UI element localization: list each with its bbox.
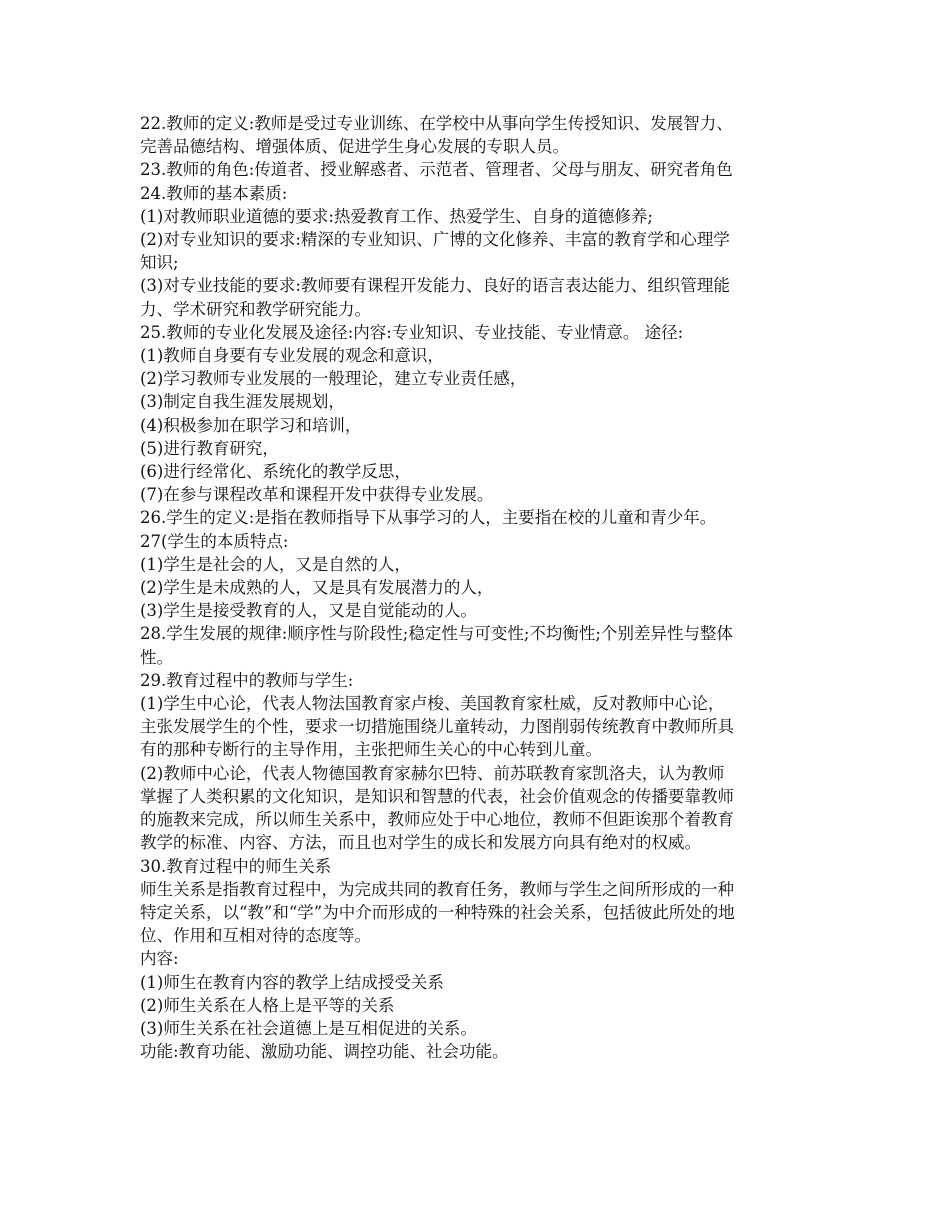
text-line: (1)学生是社会的人，又是自然的人，	[140, 554, 411, 574]
text-line: 的施教来完成，所以师生关系中，教师应处于中心地位，教师不但距诶那个着教育	[140, 810, 734, 830]
text-line: (2)对专业知识的要求:精深的专业知识、广博的文化修养、丰富的教育学和心理学	[140, 230, 730, 250]
text-line: (1)学生中心论，代表人物法国教育家卢梭、美国教育家杜威，反对教师中心论，	[140, 694, 725, 714]
text-line: (2)师生关系在人格上是平等的关系	[140, 995, 395, 1015]
text-line: (3)对专业技能的要求:教师要有课程开发能力、良好的语言表达能力、组织管理能	[140, 276, 730, 296]
text-line: 内容:	[140, 949, 179, 969]
text-line: 力、学术研究和教学研究能力。	[140, 299, 371, 319]
text-line: (2)教师中心论，代表人物德国教育家赫尔巴特、前苏联教育家凯洛夫，认为教师	[140, 763, 725, 783]
text-line: (1)师生在教育内容的教学上结成授受关系	[140, 972, 444, 992]
text-line: 22.教师的定义:教师是受过专业训练、在学校中从事向学生传授知识、发展智力、	[140, 114, 733, 133]
text-line: (3)制定自我生涯发展规划，	[140, 392, 345, 412]
text-line: 24.教师的基本素质:	[140, 183, 288, 203]
text-line: 主张发展学生的个性，要求一切措施围绕儿童转动，力图削弱传统教育中教师所具	[140, 717, 734, 737]
text-line: 掌握了人类积累的文化知识，是知识和智慧的代表，社会价值观念的传播要靠教师	[140, 786, 734, 806]
text-line: 26.学生的定义:是指在教师指导下从事学习的人，主要指在校的儿童和青少年。	[140, 508, 717, 528]
text-line: (5)进行教育研究，	[140, 438, 279, 458]
text-line: (1)教师自身要有专业发展的观念和意识，	[140, 346, 444, 366]
text-line: 完善品德结构、增强体质、促进学生身心发展的专职人员。	[140, 137, 569, 157]
text-line: (2)学习教师专业发展的一般理论，建立专业责任感，	[140, 369, 527, 389]
text-line: 师生关系是指教育过程中，为完成共同的教育任务，教师与学生之间所形成的一种	[140, 879, 734, 899]
text-line: 27(学生的本质特点:	[140, 531, 289, 551]
text-line: 教学的标准、内容、方法，而且也对学生的成长和发展方向具有绝对的权威。	[140, 833, 701, 853]
text-line: (7)在参与课程改革和课程开发中获得专业发展。	[140, 485, 494, 505]
text-line: 29.教育过程中的教师与学生:	[140, 670, 354, 690]
text-line: 知识;	[140, 253, 179, 273]
text-line: (4)积极参加在职学习和培训，	[140, 415, 362, 435]
text-line: 功能:教育功能、激励功能、调控功能、社会功能。	[140, 1042, 509, 1062]
text-line: 25.教师的专业化发展及途径:内容:专业知识、专业技能、专业情意。 途径:	[140, 322, 684, 342]
text-line: 23.教师的角色:传道者、授业解惑者、示范者、管理者、父母与朋友、研究者角色	[140, 160, 733, 180]
document-body	[140, 112, 820, 1063]
text-line: 性。	[140, 647, 173, 667]
text-line: 位、作用和互相对待的态度等。	[140, 926, 371, 946]
text-line: (1)对教师职业道德的要求:热爱教育工作、热爱学生、自身的道德修养;	[140, 206, 653, 226]
text-line: (6)进行经常化、系统化的教学反思，	[140, 462, 411, 482]
text-line: 30.教育过程中的师生关系	[140, 856, 332, 876]
text-line: (3)学生是接受教育的人，又是自觉能动的人。	[140, 601, 477, 621]
text-line: (3)师生关系在社会道德上是互相促进的关系。	[140, 1018, 477, 1038]
text-line: 28.学生发展的规律:顺序性与阶段性;稳定性与可变性;不均衡性;个别差异性与整体	[140, 624, 733, 644]
text-line: 特定关系，以“教”和“学”为中介而形成的一种特殊的社会关系，包括彼此所处的地	[140, 902, 735, 922]
text-line: (2)学生是未成熟的人，又是具有发展潜力的人，	[140, 578, 494, 598]
text-line: 有的那种专断行的主导作用，主张把师生关心的中心转到儿童。	[140, 740, 602, 760]
